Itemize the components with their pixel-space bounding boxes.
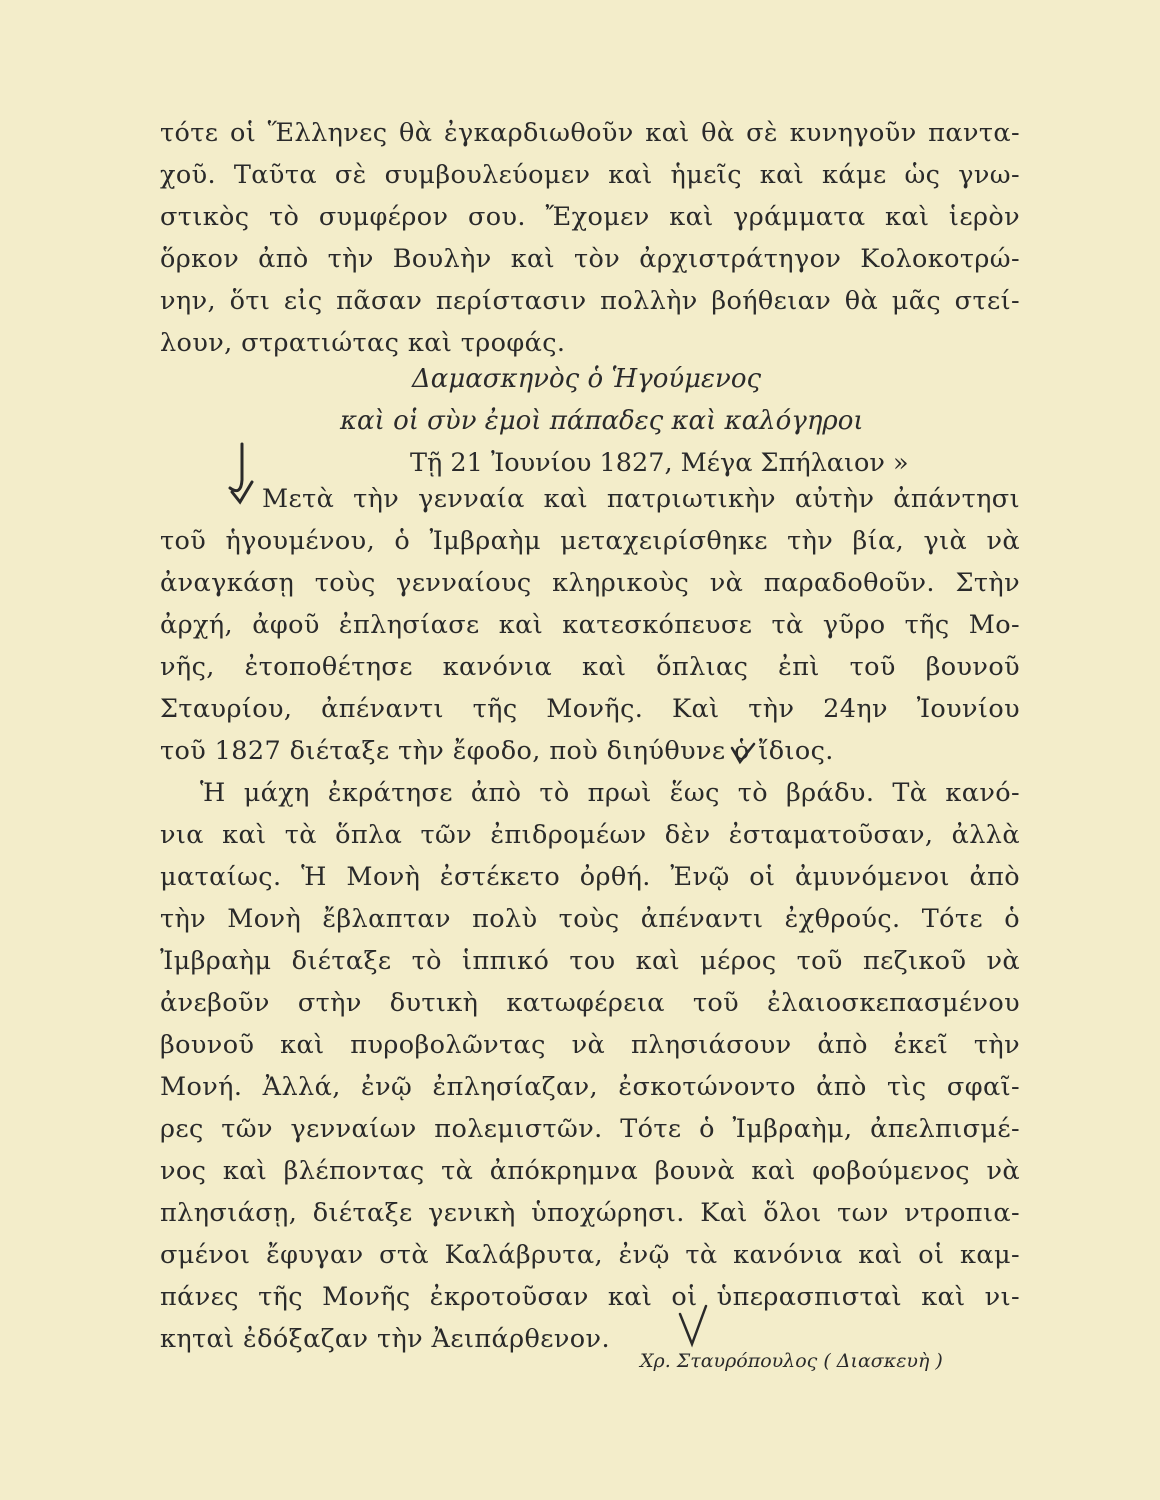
signature-group: καὶ οἱ σὺν ἐμοὶ πάπαδες καὶ καλόγηροι <box>340 406 864 436</box>
text-line: λουν, στρατιώτας καὶ τροφάς. <box>160 328 566 358</box>
text-line: Ἡ μάχη ἐκράτησε ἀπὸ τὸ πρωὶ ἕως τὸ βράδυ. Τὰ κανό- <box>200 778 1020 808</box>
text-line: νια καὶ τὰ ὅπλα τῶν ἐπιδρομέων δὲν ἐσταματοῦσαν, ἀλλὰ <box>160 820 1020 850</box>
text-line: Μονή. Ἀλλά, ἐνῷ ἐπλησίαζαν, ἐσκοτώνοντο ἀπὸ τὶς σφαῖ- <box>160 1072 1020 1102</box>
text-line: Σταυρίου, ἀπέναντι τῆς Μονῆς. Καὶ τὴν 24ην Ἰουνίου <box>160 694 1020 724</box>
text-line: τοῦ 1827 διέταξε τὴν ἔφοδο, ποὺ διηύθυνε ὁ ἴδιος. <box>160 736 834 766</box>
text-line: βουνοῦ καὶ πυροβολῶντας νὰ πλησιάσουν ἀπὸ ἐκεῖ τὴν <box>160 1030 1020 1060</box>
text-line: σμένοι ἔφυγαν στὰ Καλάβρυτα, ἐνῷ τὰ κανόνια καὶ οἱ καμ- <box>160 1240 1020 1270</box>
text-line: ἀνεβοῦν στὴν δυτικὴ κατωφέρεια τοῦ ἐλαιοσκεπασμένου <box>160 988 1020 1018</box>
text-line: ἀρχή, ἀφοῦ ἐπλησίασε καὶ κατεσκόπευσε τὰ γῦρο τῆς Μο- <box>160 610 1020 640</box>
text-line: τὴν Μονὴ ἔβλαπταν πολὺ τοὺς ἀπέναντι ἐχθρούς. Τότε ὁ <box>160 904 1020 934</box>
handwritten-margin-mark <box>222 438 262 506</box>
handwritten-check-mark <box>728 738 758 768</box>
handwritten-check-mark <box>676 1300 712 1350</box>
text-line: τότε οἱ Ἕλληνες θὰ ἐγκαρδιωθοῦν καὶ θὰ σὲ κυνηγοῦν παντα- <box>160 118 1020 148</box>
text-line: ματαίως. Ἡ Μονὴ ἐστέκετο ὀρθή. Ἐνῷ οἱ ἀμυνόμενοι ἀπὸ <box>160 862 1020 892</box>
text-line: πάνες τῆς Μονῆς ἐκροτοῦσαν καὶ οἱ ὑπερασπισταὶ καὶ νι- <box>160 1282 1020 1312</box>
text-line: πλησιάσῃ, διέταξε γενικὴ ὑποχώρησι. Καὶ ὅλοι των ντροπια- <box>160 1198 1020 1228</box>
text-line: τοῦ ἡγουμένου, ὁ Ἰμβραὴμ μεταχειρίσθηκε τὴν βία, γιὰ νὰ <box>160 526 1020 556</box>
text-line: στικὸς τὸ συμφέρον σου. Ἔχομεν καὶ γράμματα καὶ ἱερὸν <box>160 202 1020 232</box>
signature-name: Δαμασκηνὸς ὁ Ἡγούμενος <box>412 364 762 394</box>
text-line: ὅρκον ἀπὸ τὴν Βουλὴν καὶ τὸν ἀρχιστράτηγον Κολοκοτρώ- <box>160 244 1020 274</box>
author-credit: Χρ. Σταυρόπουλος ( Διασκευὴ ) <box>640 1350 943 1372</box>
text-line: νος καὶ βλέποντας τὰ ἀπόκρημνα βουνὰ καὶ φοβούμενος νὰ <box>160 1156 1020 1186</box>
text-line: χοῦ. Ταῦτα σὲ συμβουλεύομεν καὶ ἡμεῖς καὶ κάμε ὡς γνω- <box>160 160 1020 190</box>
text-line: Ἰμβραὴμ διέταξε τὸ ἱππικό του καὶ μέρος τοῦ πεζικοῦ νὰ <box>160 946 1020 976</box>
text-line: νην, ὅτι εἰς πᾶσαν περίστασιν πολλὴν βοήθειαν θὰ μᾶς στεί- <box>160 286 1020 316</box>
text-line: ἀναγκάσῃ τοὺς γενναίους κληρικοὺς νὰ παραδοθοῦν. Στὴν <box>160 568 1020 598</box>
text-line: νῆς, ἐτοποθέτησε κανόνια καὶ ὅπλιας ἐπὶ τοῦ βουνοῦ <box>160 652 1020 682</box>
text-line: Μετὰ τὴν γενναία καὶ πατριωτικὴν αὐτὴν ἀπάντησι <box>262 484 1020 514</box>
text-line: κηταὶ ἐδόξαζαν τὴν Ἀειπάρθενον. <box>160 1324 610 1354</box>
letter-date: Τῇ 21 Ἰουνίου 1827, Μέγα Σπήλαιον » <box>410 448 909 478</box>
text-line: ρες τῶν γενναίων πολεμιστῶν. Τότε ὁ Ἰμβραὴμ, ἀπελπισμέ- <box>160 1114 1020 1144</box>
